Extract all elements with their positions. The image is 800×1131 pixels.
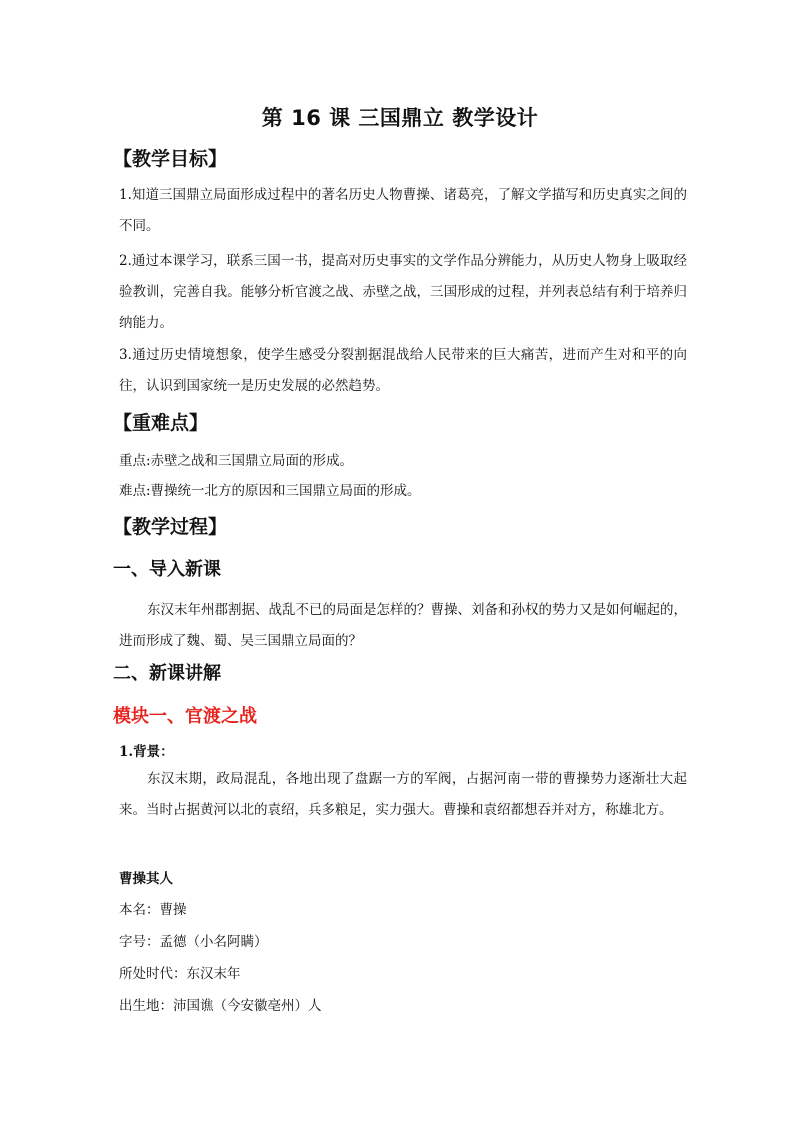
objective-item-3: 3.通过历史情境想象，使学生感受分裂割据混战给人民带来的巨大痛苦，进而产生对和平的向往，认识到国家统一是历史发展的必然趋势。 xyxy=(119,347,687,394)
module-one-heading: 模块一、官渡之战 xyxy=(113,706,257,727)
document-title: 第 16 课 三国鼎立 教学设计 xyxy=(261,106,539,130)
intro-heading: 一、导入新课 xyxy=(113,559,221,580)
person-style-name: 字号：孟德（小名阿瞒） xyxy=(119,934,268,950)
person-birthplace: 出生地：沛国谯（今安徽亳州）人 xyxy=(119,998,322,1014)
intro-text: 东汉末年州郡割据、战乱不已的局面是怎样的？曹操、刘备和孙权的势力又是如何崛起的，进而形成了魏、蜀、吴三国鼎立局面的？ xyxy=(119,602,687,649)
key-point-text: 重点:赤壁之战和三国鼎立局面的形成。 xyxy=(119,453,354,469)
background-label: 1.背景： xyxy=(119,744,174,760)
objective-item-1: 1.知道三国鼎立局面形成过程中的著名历史人物曹操、诸葛亮，了解文学描写和历史真实之间的不同。 xyxy=(119,187,687,234)
person-heading: 曹操其人 xyxy=(119,871,173,887)
person-name: 本名：曹操 xyxy=(119,902,187,918)
key-points-heading: 【重难点】 xyxy=(113,412,209,434)
objectives-heading: 【教学目标】 xyxy=(113,148,228,170)
objective-item-2: 2.通过本课学习，联系三国一书，提高对历史事实的文学作品分辨能力，从历史人物身上吸取经验教训，完善自我。能够分析官渡之战、赤壁之战，三国形成的过程，并列表总结有利于培养归纳能力。 xyxy=(119,253,687,331)
difficult-point-text: 难点:曹操统一北方的原因和三国鼎立局面的形成。 xyxy=(119,483,421,499)
new-lesson-heading: 二、新课讲解 xyxy=(113,663,221,684)
background-text: 东汉末期，政局混乱，各地出现了盘踞一方的军阀，占据河南一带的曹操势力逐渐壮大起来。当时占据黄河以北的袁绍，兵多粮足，实力强大。曹操和袁绍都想吞并对方，称雄北方。 xyxy=(119,771,687,818)
person-era: 所处时代：东汉末年 xyxy=(119,966,241,982)
process-heading: 【教学过程】 xyxy=(113,516,228,538)
